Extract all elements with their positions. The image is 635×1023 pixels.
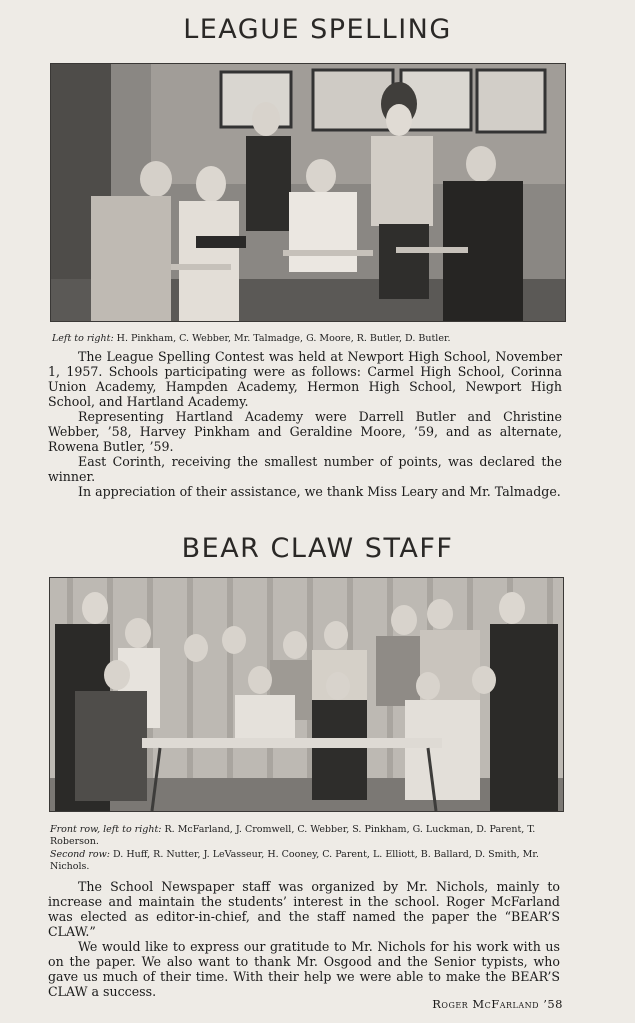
league-spelling-photo (50, 63, 566, 322)
caption-names: D. Huff, R. Nutter, J. LeVasseur, H. Cooney, C. Parent, L. Elliott, B. Ballard, D. Smith, Mr. Nichols. (50, 849, 539, 872)
league-spelling-photo-image (51, 64, 565, 321)
caption-lead: Left to right: (52, 333, 114, 344)
paragraph: We would like to express our gratitude to Mr. Nichols for his work with us on the paper. We also want to thank Mr. Osgood and the Senior typists, who gave us much of their time. With their help we were able to make the BEAR’S CLAW a success. (48, 939, 560, 999)
caption-lead: Second row: (50, 849, 110, 860)
page-title-bear-claw-staff: BEAR CLAW STAFF (181, 533, 454, 564)
league-spelling-article (48, 349, 562, 499)
bear-claw-staff-photo-image (50, 578, 563, 811)
page-title-league-spelling: LEAGUE SPELLING (183, 14, 452, 45)
caption-names: R. McFarland, J. Cromwell, C. Webber, S. Pinkham, G. Luckman, D. Parent, T. Roberson. (50, 824, 536, 847)
paragraph: Representing Hartland Academy were Darrell Butler and Christine Webber, ’58, Harvey Pinkham and Geraldine Moore, ’59, and as alternate, Rowena Butler, ’59. (48, 409, 562, 454)
author-signature: Roger McFarland ’58 (432, 997, 563, 1011)
caption-names: H. Pinkham, C. Webber, Mr. Talmadge, G. Moore, R. Butler, D. Butler. (113, 333, 451, 344)
paragraph: East Corinth, receiving the smallest number of points, was declared the winner. (48, 454, 562, 484)
bear-claw-caption-front (50, 824, 570, 848)
bear-claw-caption-second (50, 849, 570, 873)
league-spelling-caption (52, 333, 572, 345)
paragraph: The League Spelling Contest was held at Newport High School, November 1, 1957. Schools participating were as follows: Carmel High School, Corinna Union Academy, Hampden Academy, Hermon High School, Newport High School, and Hartland Academy. (48, 349, 562, 409)
paragraph: The School Newspaper staff was organized by Mr. Nichols, mainly to increase and maintain the students’ interest in the school. Roger McFarland was elected as editor-in-chief, and the staff named the paper the “BEAR’S CLAW.” (48, 879, 560, 939)
bear-claw-article (48, 879, 560, 999)
caption-lead: Front row, left to right: (50, 824, 162, 835)
paragraph: In appreciation of their assistance, we thank Miss Leary and Mr. Talmadge. (78, 484, 561, 499)
bear-claw-staff-photo (49, 577, 564, 812)
